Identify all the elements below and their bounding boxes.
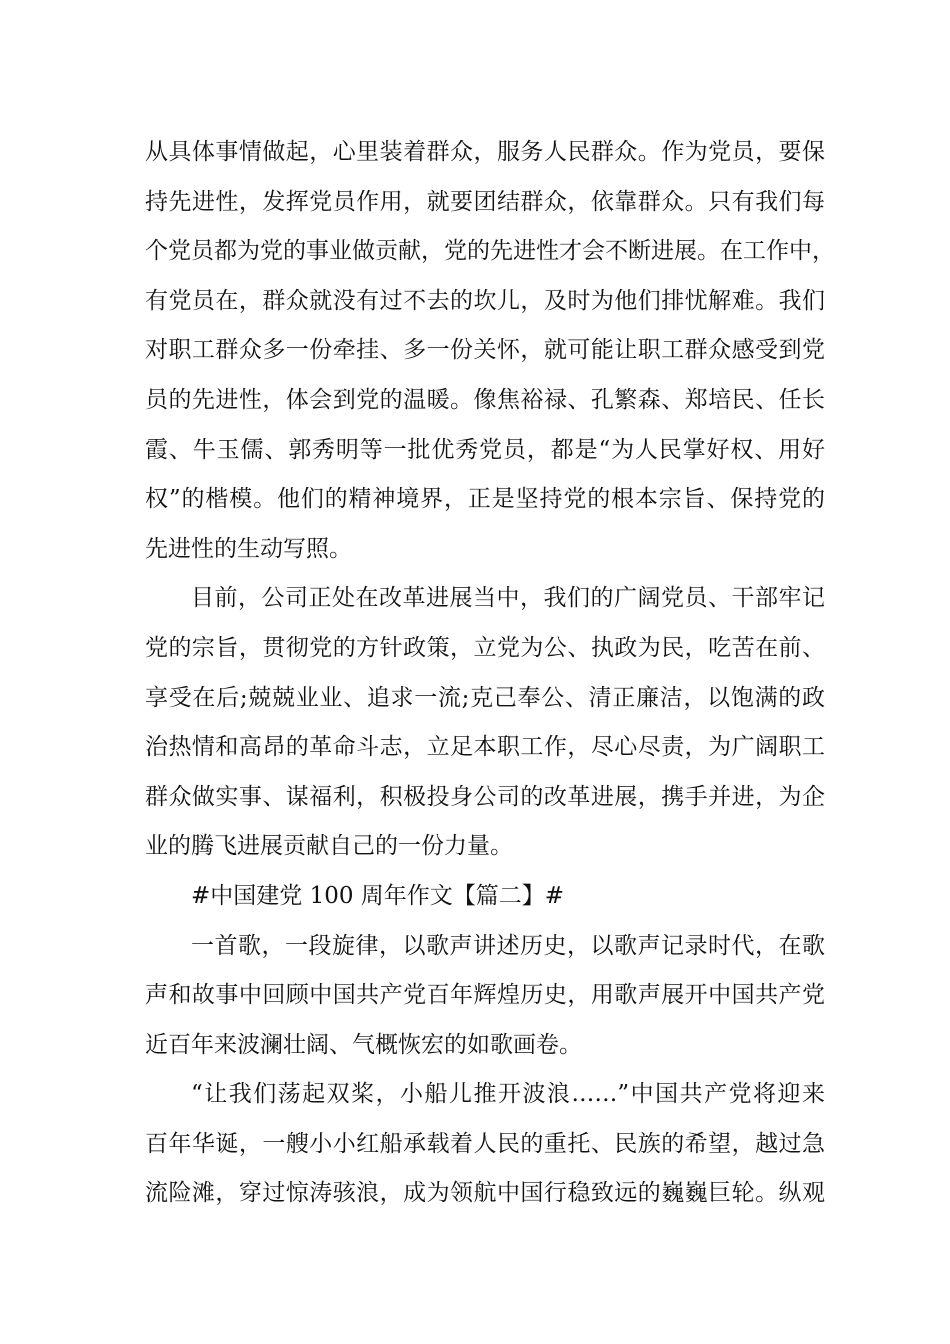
text-line: 声和故事中回顾中国共产党百年辉煌历史，用歌声展开中国共产党: [145, 982, 825, 1009]
text-line: 一首歌，一段旋律，以歌声讲述历史，以歌声记录时代，在歌: [191, 932, 825, 959]
text-line: 治热情和高昂的革命斗志，立足本职工作，尽心尽责，为广阔职工: [145, 734, 825, 761]
text-line: 党的宗旨，贯彻党的方针政策，立党为公、执政为民，吃苦在前、: [145, 634, 825, 661]
text-line: 权”的楷模。他们的精神境界，正是坚持党的根本宗旨、保持党的: [145, 486, 825, 513]
text-line: 百年华诞，一艘小小红船承载着人民的重托、民族的希望，越过急: [145, 1130, 825, 1157]
text-line: “让我们荡起双桨，小船儿推开波浪……”中国共产党将迎来: [191, 1081, 825, 1108]
text-line: 先进性的生动写照。: [145, 535, 352, 562]
text-line: 流险滩，穿过惊涛骇浪，成为领航中国行稳致远的巍巍巨轮。纵观: [145, 1180, 825, 1207]
text-line: 近百年来波澜壮阔、气概恢宏的如歌画卷。: [145, 1031, 582, 1058]
paragraph-3: [145, 922, 825, 1071]
text-line: 目前，公司正处在改革进展当中，我们的广阔党员、干部牢记: [191, 585, 825, 612]
document-body: [145, 128, 835, 1219]
paragraph-4: [145, 1070, 825, 1219]
paragraph-1: [145, 128, 835, 574]
text-line: 对职工群众多一份牵挂、多一份关怀，就可能让职工群众感受到党: [145, 337, 825, 364]
text-line: 从具体事情做起，心里装着群众，服务人民群众。作为党员，要保: [145, 139, 825, 165]
text-line: 员的先进性，体会到党的温暖。像焦裕禄、孔繁森、郑培民、任长: [145, 386, 825, 413]
section-heading: [145, 872, 825, 922]
text-line: 群众做实事、谋福利，积极投身公司的改革进展，携手并进，为企: [145, 783, 825, 810]
text-line: 持先进性，发挥党员作用，就要团结群众，依靠群众。只有我们每: [145, 188, 825, 215]
text-line: 业的腾飞进展贡献自己的一份力量。: [145, 833, 513, 860]
text-line: 有党员在，群众就没有过不去的坎儿，及时为他们排忧解难。我们: [145, 287, 825, 314]
paragraph-2: [145, 574, 825, 872]
text-line: 个党员都为党的事业做贡献，党的先进性才会不断进展。在工作中，: [145, 238, 835, 265]
section-title: #中国建党 100 周年作文【篇二】#: [191, 882, 565, 909]
text-line: 霞、牛玉儒、郭秀明等一批优秀党员，都是“为人民掌好权、用好: [145, 436, 825, 463]
text-line: 享受在后;兢兢业业、追求一流;克己奉公、清正廉洁，以饱满的政: [145, 684, 825, 711]
